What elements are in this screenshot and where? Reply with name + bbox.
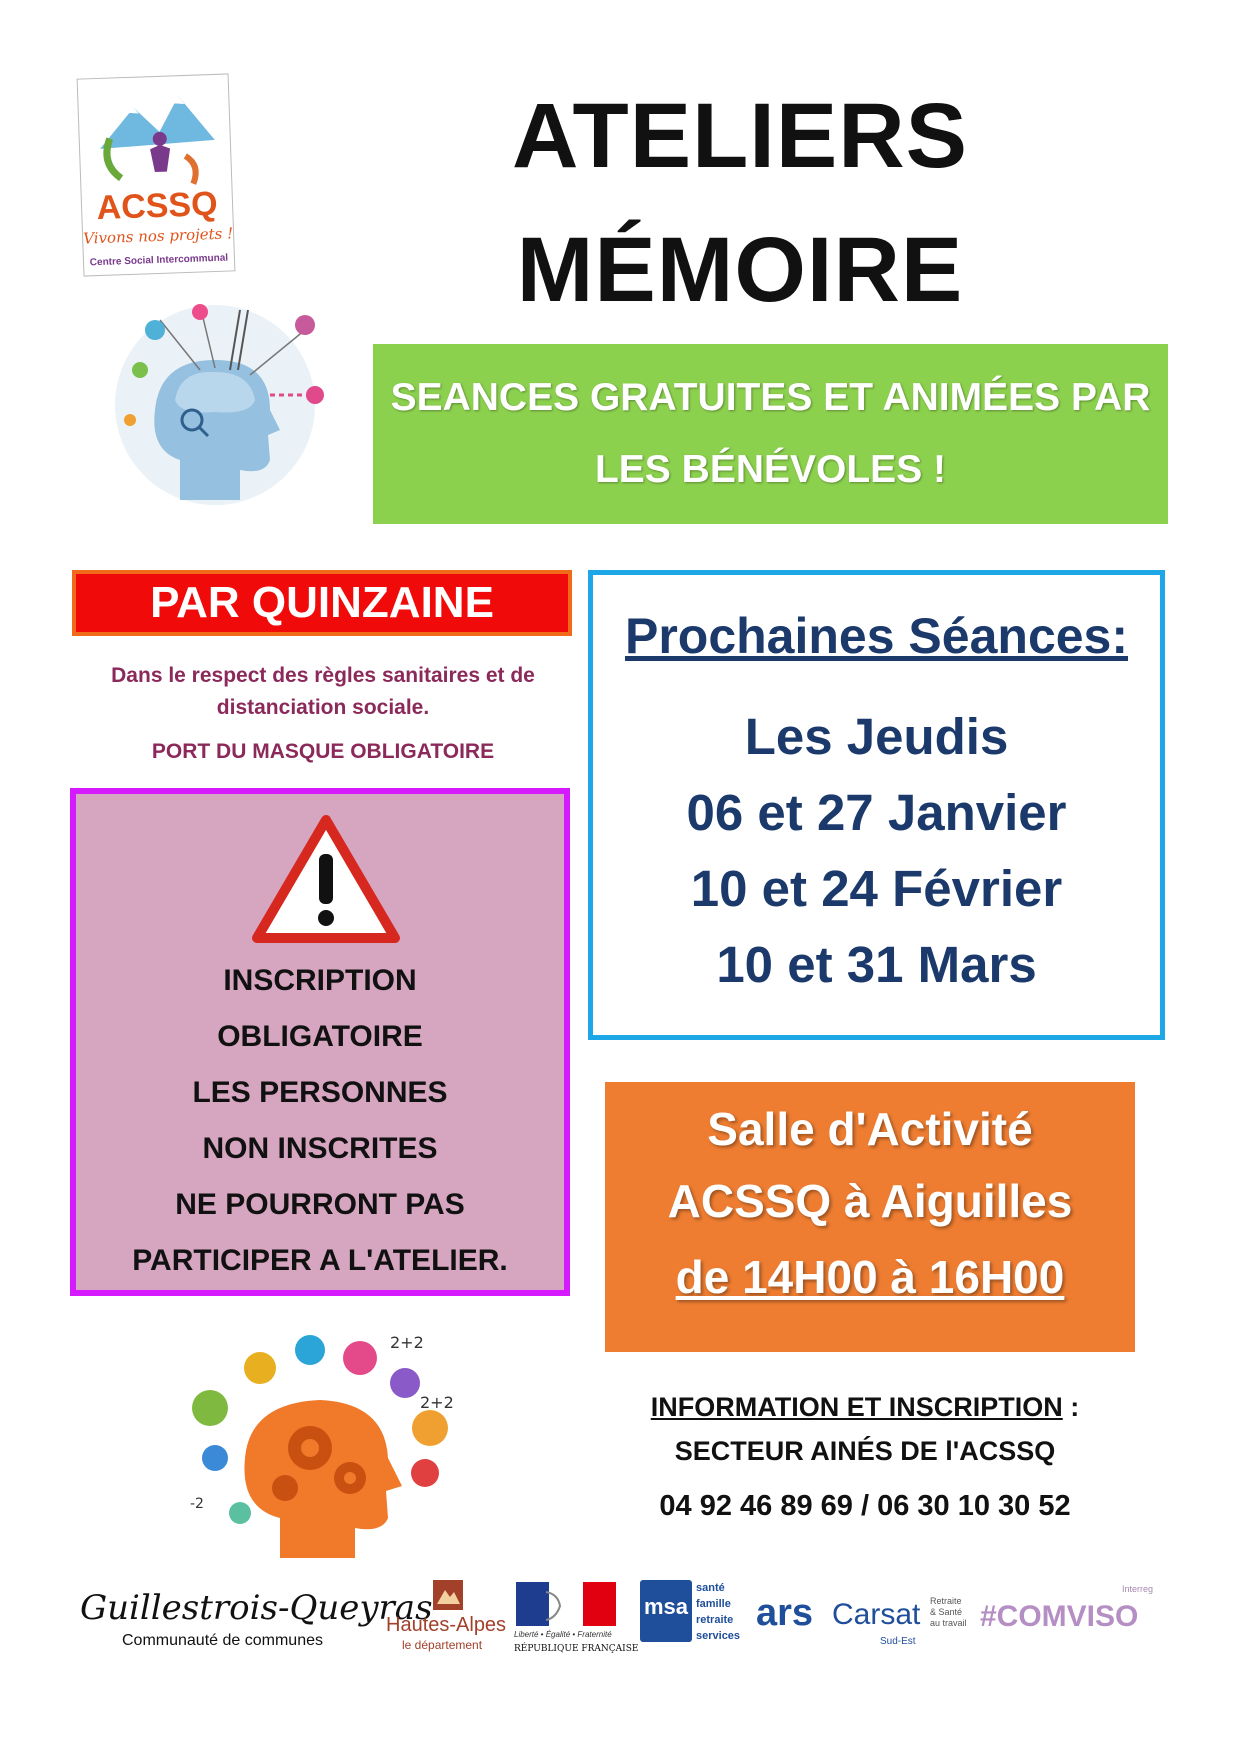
republique-motto: Liberté • Égalité • Fraternité	[514, 1630, 612, 1639]
guillestrois-subtitle: Communauté de communes	[122, 1632, 323, 1649]
upcoming-sessions-box	[588, 570, 1165, 1040]
info-colon: :	[1062, 1392, 1080, 1422]
hautes-alpes-emblem-icon	[433, 1580, 463, 1610]
head-gears-illustration	[170, 1328, 480, 1568]
frequency-box: PAR QUINZAINE	[72, 570, 572, 636]
carsat-subtitle: Sud-Est	[880, 1636, 916, 1647]
venue-line-2: ACSSQ à Aiguilles	[667, 1175, 1073, 1227]
carsat-side: au travail	[930, 1618, 967, 1628]
svg-text:-2: -2	[190, 1496, 204, 1512]
mask-notice: PORT DU MASQUE OBLIGATOIRE	[151, 740, 495, 763]
msa-line: retraite	[696, 1614, 734, 1626]
guillestrois-logo: Guillestrois-Queyras	[80, 1588, 433, 1628]
acssq-subtitle: Centre Social Intercommunal	[89, 252, 229, 269]
title-line-2: MÉMOIRE	[516, 219, 964, 321]
carsat-side: Retraite	[930, 1596, 962, 1606]
marianne-flag-icon	[516, 1582, 616, 1626]
banner-line-2: LES BÉNÉVOLES !	[594, 448, 947, 491]
session-line: Les Jeudis	[744, 708, 1009, 765]
info-phones: 04 92 46 89 69 / 06 30 10 30 52	[659, 1490, 1071, 1522]
msa-line: santé	[696, 1582, 725, 1594]
msa-logo-box	[640, 1580, 692, 1642]
svg-text:2+2: 2+2	[420, 1393, 454, 1412]
sanitary-line-1: Dans le respect des règles sanitaires et de	[111, 664, 535, 687]
session-line: 10 et 24 Février	[690, 860, 1063, 917]
venue-line-1: Salle d'Activité	[707, 1103, 1033, 1155]
mountain-icon	[78, 74, 232, 189]
title-line-1: ATELIERS	[511, 85, 969, 187]
warning-line: PARTICIPER A L'ATELIER.	[132, 1244, 508, 1277]
carsat-logo: Carsat	[832, 1598, 921, 1631]
info-sector: SECTEUR AINÉS DE l'ACSSQ	[674, 1436, 1056, 1466]
warning-line: INSCRIPTION	[223, 964, 417, 997]
acssq-logo	[77, 73, 236, 276]
comviso-tag: Interreg	[1122, 1584, 1154, 1594]
warning-line: OBLIGATOIRE	[217, 1020, 423, 1053]
registration-warning-box	[70, 788, 570, 1296]
warning-line: NON INSCRITES	[202, 1132, 438, 1165]
acssq-name: ACSSQ	[95, 184, 219, 228]
banner-line-1: SEANCES GRATUITES ET ANIMÉES PAR	[390, 376, 1151, 419]
brain-head-illustration	[100, 300, 330, 510]
msa-line: services	[696, 1630, 741, 1642]
partner-logos	[80, 1580, 1180, 1690]
carsat-side: & Santé	[930, 1607, 963, 1617]
warning-line: NE POURRONT PAS	[175, 1188, 465, 1221]
sessions-heading: Prochaines Séances:	[624, 608, 1129, 664]
session-line: 06 et 27 Janvier	[686, 784, 1067, 841]
venue-box	[605, 1082, 1135, 1352]
acssq-tagline: Vivons nos projets !	[82, 224, 234, 248]
warning-line: LES PERSONNES	[192, 1076, 448, 1109]
hautes-alpes-logo: Hautes-Alpes	[386, 1614, 507, 1636]
hautes-alpes-subtitle: le département	[402, 1638, 483, 1652]
svg-text:2+2: 2+2	[390, 1333, 424, 1352]
info-heading-row	[590, 1392, 1140, 1423]
info-heading: INFORMATION ET INSCRIPTION	[650, 1392, 1063, 1422]
free-sessions-banner	[373, 344, 1168, 524]
sanitary-line-2: distanciation sociale.	[216, 696, 430, 719]
ars-logo: ars	[756, 1592, 814, 1634]
venue-time: de 14H00 à 16H00	[675, 1251, 1065, 1303]
msa-logo: msa	[643, 1594, 689, 1619]
comviso-logo: #COMVISO	[980, 1600, 1139, 1633]
republique-label: RÉPUBLIQUE FRANÇAISE	[514, 1644, 639, 1654]
msa-line: famille	[696, 1598, 731, 1610]
session-line: 10 et 31 Mars	[716, 936, 1037, 993]
warning-triangle-icon	[251, 814, 401, 944]
